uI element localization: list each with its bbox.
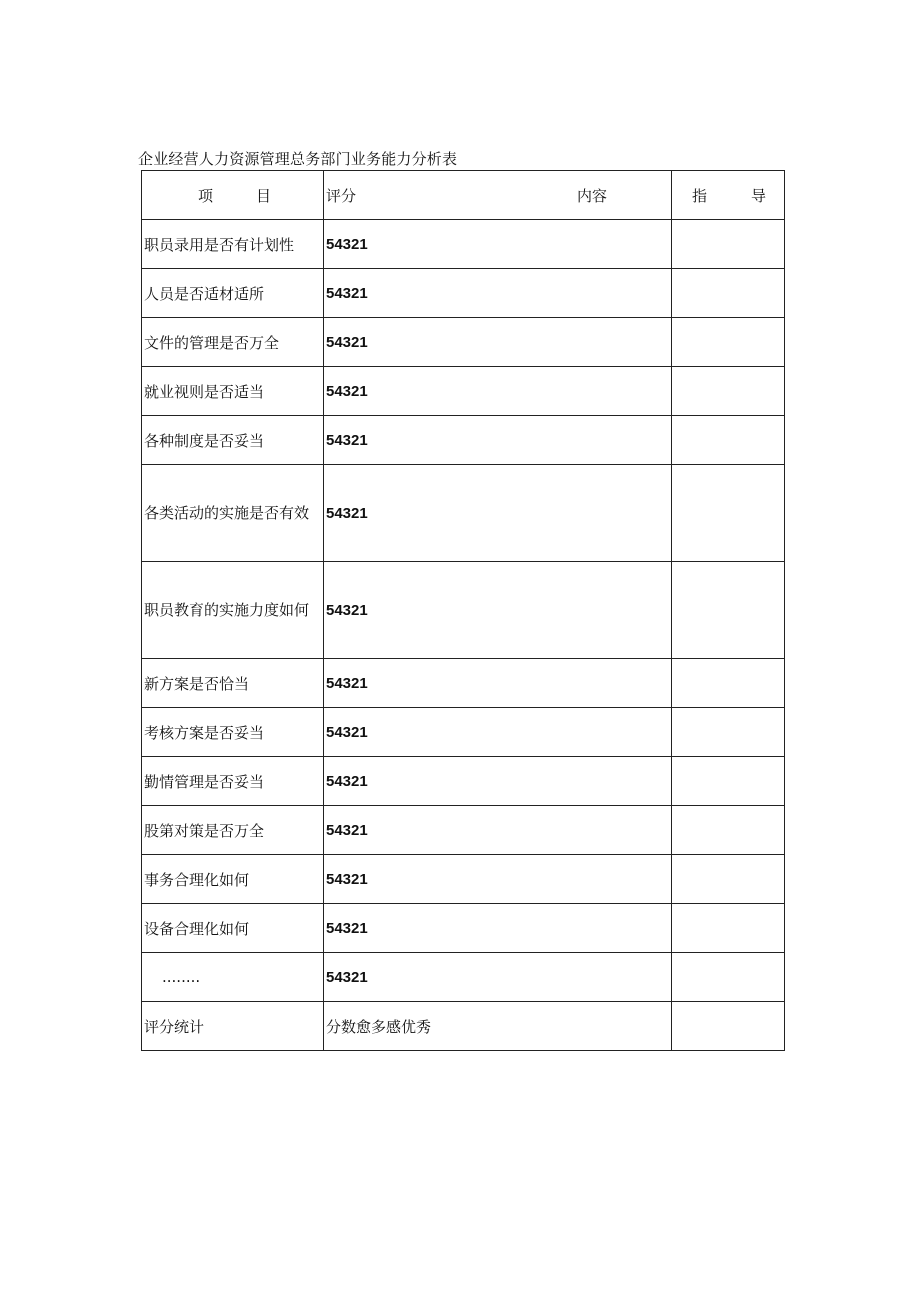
row-score: 54321: [324, 367, 672, 416]
row-item: 职员教育的实施力度如何: [142, 562, 324, 659]
row-guide: [672, 953, 785, 1002]
row-score: 54321: [324, 806, 672, 855]
header-score-label: 评分: [326, 186, 357, 205]
row-score: 54321: [324, 757, 672, 806]
summary-note: 分数愈多感优秀: [324, 1002, 672, 1051]
document-title: 企业经营人力资源管理总务部门业务能力分析表: [138, 150, 458, 168]
summary-row: [142, 1002, 785, 1051]
header-guide-cell: [672, 171, 785, 220]
row-guide: [672, 855, 785, 904]
header-guide-char-1: 指: [692, 186, 708, 205]
header-score-cell: [324, 171, 672, 220]
header-content-label: 内容: [576, 186, 607, 205]
header-item-char-2: 目: [255, 186, 271, 205]
row-score: 54321: [324, 416, 672, 465]
table-row: [142, 757, 785, 806]
row-guide: [672, 904, 785, 953]
row-score: 54321: [324, 953, 672, 1002]
row-score: 54321: [324, 855, 672, 904]
row-score: 54321: [324, 465, 672, 562]
row-item: 考核方案是否妥当: [142, 708, 324, 757]
table-row: [142, 562, 785, 659]
row-score: 54321: [324, 659, 672, 708]
table-row: [142, 659, 785, 708]
row-item: 勤情管理是否妥当: [142, 757, 324, 806]
table-row: [142, 708, 785, 757]
row-score: 54321: [324, 904, 672, 953]
row-score: 54321: [324, 318, 672, 367]
table-row: [142, 806, 785, 855]
row-item: 各类活动的实施是否有效: [142, 465, 324, 562]
row-guide: [672, 367, 785, 416]
row-score: 54321: [324, 562, 672, 659]
table-row: [142, 318, 785, 367]
table-row: [142, 855, 785, 904]
table-row: [142, 367, 785, 416]
row-guide: [672, 806, 785, 855]
row-score: 54321: [324, 269, 672, 318]
row-guide: [672, 318, 785, 367]
row-guide: [672, 269, 785, 318]
row-item: 事务合理化如何: [142, 855, 324, 904]
summary-item: 评分统计: [142, 1002, 324, 1051]
header-item-char-1: 项: [198, 186, 214, 205]
row-guide: [672, 659, 785, 708]
row-guide: [672, 757, 785, 806]
row-item: 新方案是否恰当: [142, 659, 324, 708]
row-guide: [672, 220, 785, 269]
row-item: 设备合理化如何: [142, 904, 324, 953]
row-item: 人员是否适材适所: [142, 269, 324, 318]
table-row: [142, 904, 785, 953]
table-row: [142, 269, 785, 318]
analysis-table: [141, 170, 785, 1051]
row-item: 职员录用是否有计划性: [142, 220, 324, 269]
row-score: 54321: [324, 220, 672, 269]
row-guide: [672, 465, 785, 562]
row-guide: [672, 416, 785, 465]
row-guide: [672, 562, 785, 659]
header-guide-char-2: 导: [750, 186, 766, 205]
row-score: 54321: [324, 708, 672, 757]
table-row: [142, 953, 785, 1002]
summary-guide: [672, 1002, 785, 1051]
row-item: 各种制度是否妥当: [142, 416, 324, 465]
table-row: [142, 416, 785, 465]
table-row: [142, 220, 785, 269]
row-item: ........: [142, 953, 324, 1002]
table-header-row: [142, 171, 785, 220]
header-item-cell: [142, 171, 324, 220]
row-item: 文件的管理是否万全: [142, 318, 324, 367]
table-row: [142, 465, 785, 562]
row-guide: [672, 708, 785, 757]
row-item: 就业视则是否适当: [142, 367, 324, 416]
row-item: 股第对策是否万全: [142, 806, 324, 855]
